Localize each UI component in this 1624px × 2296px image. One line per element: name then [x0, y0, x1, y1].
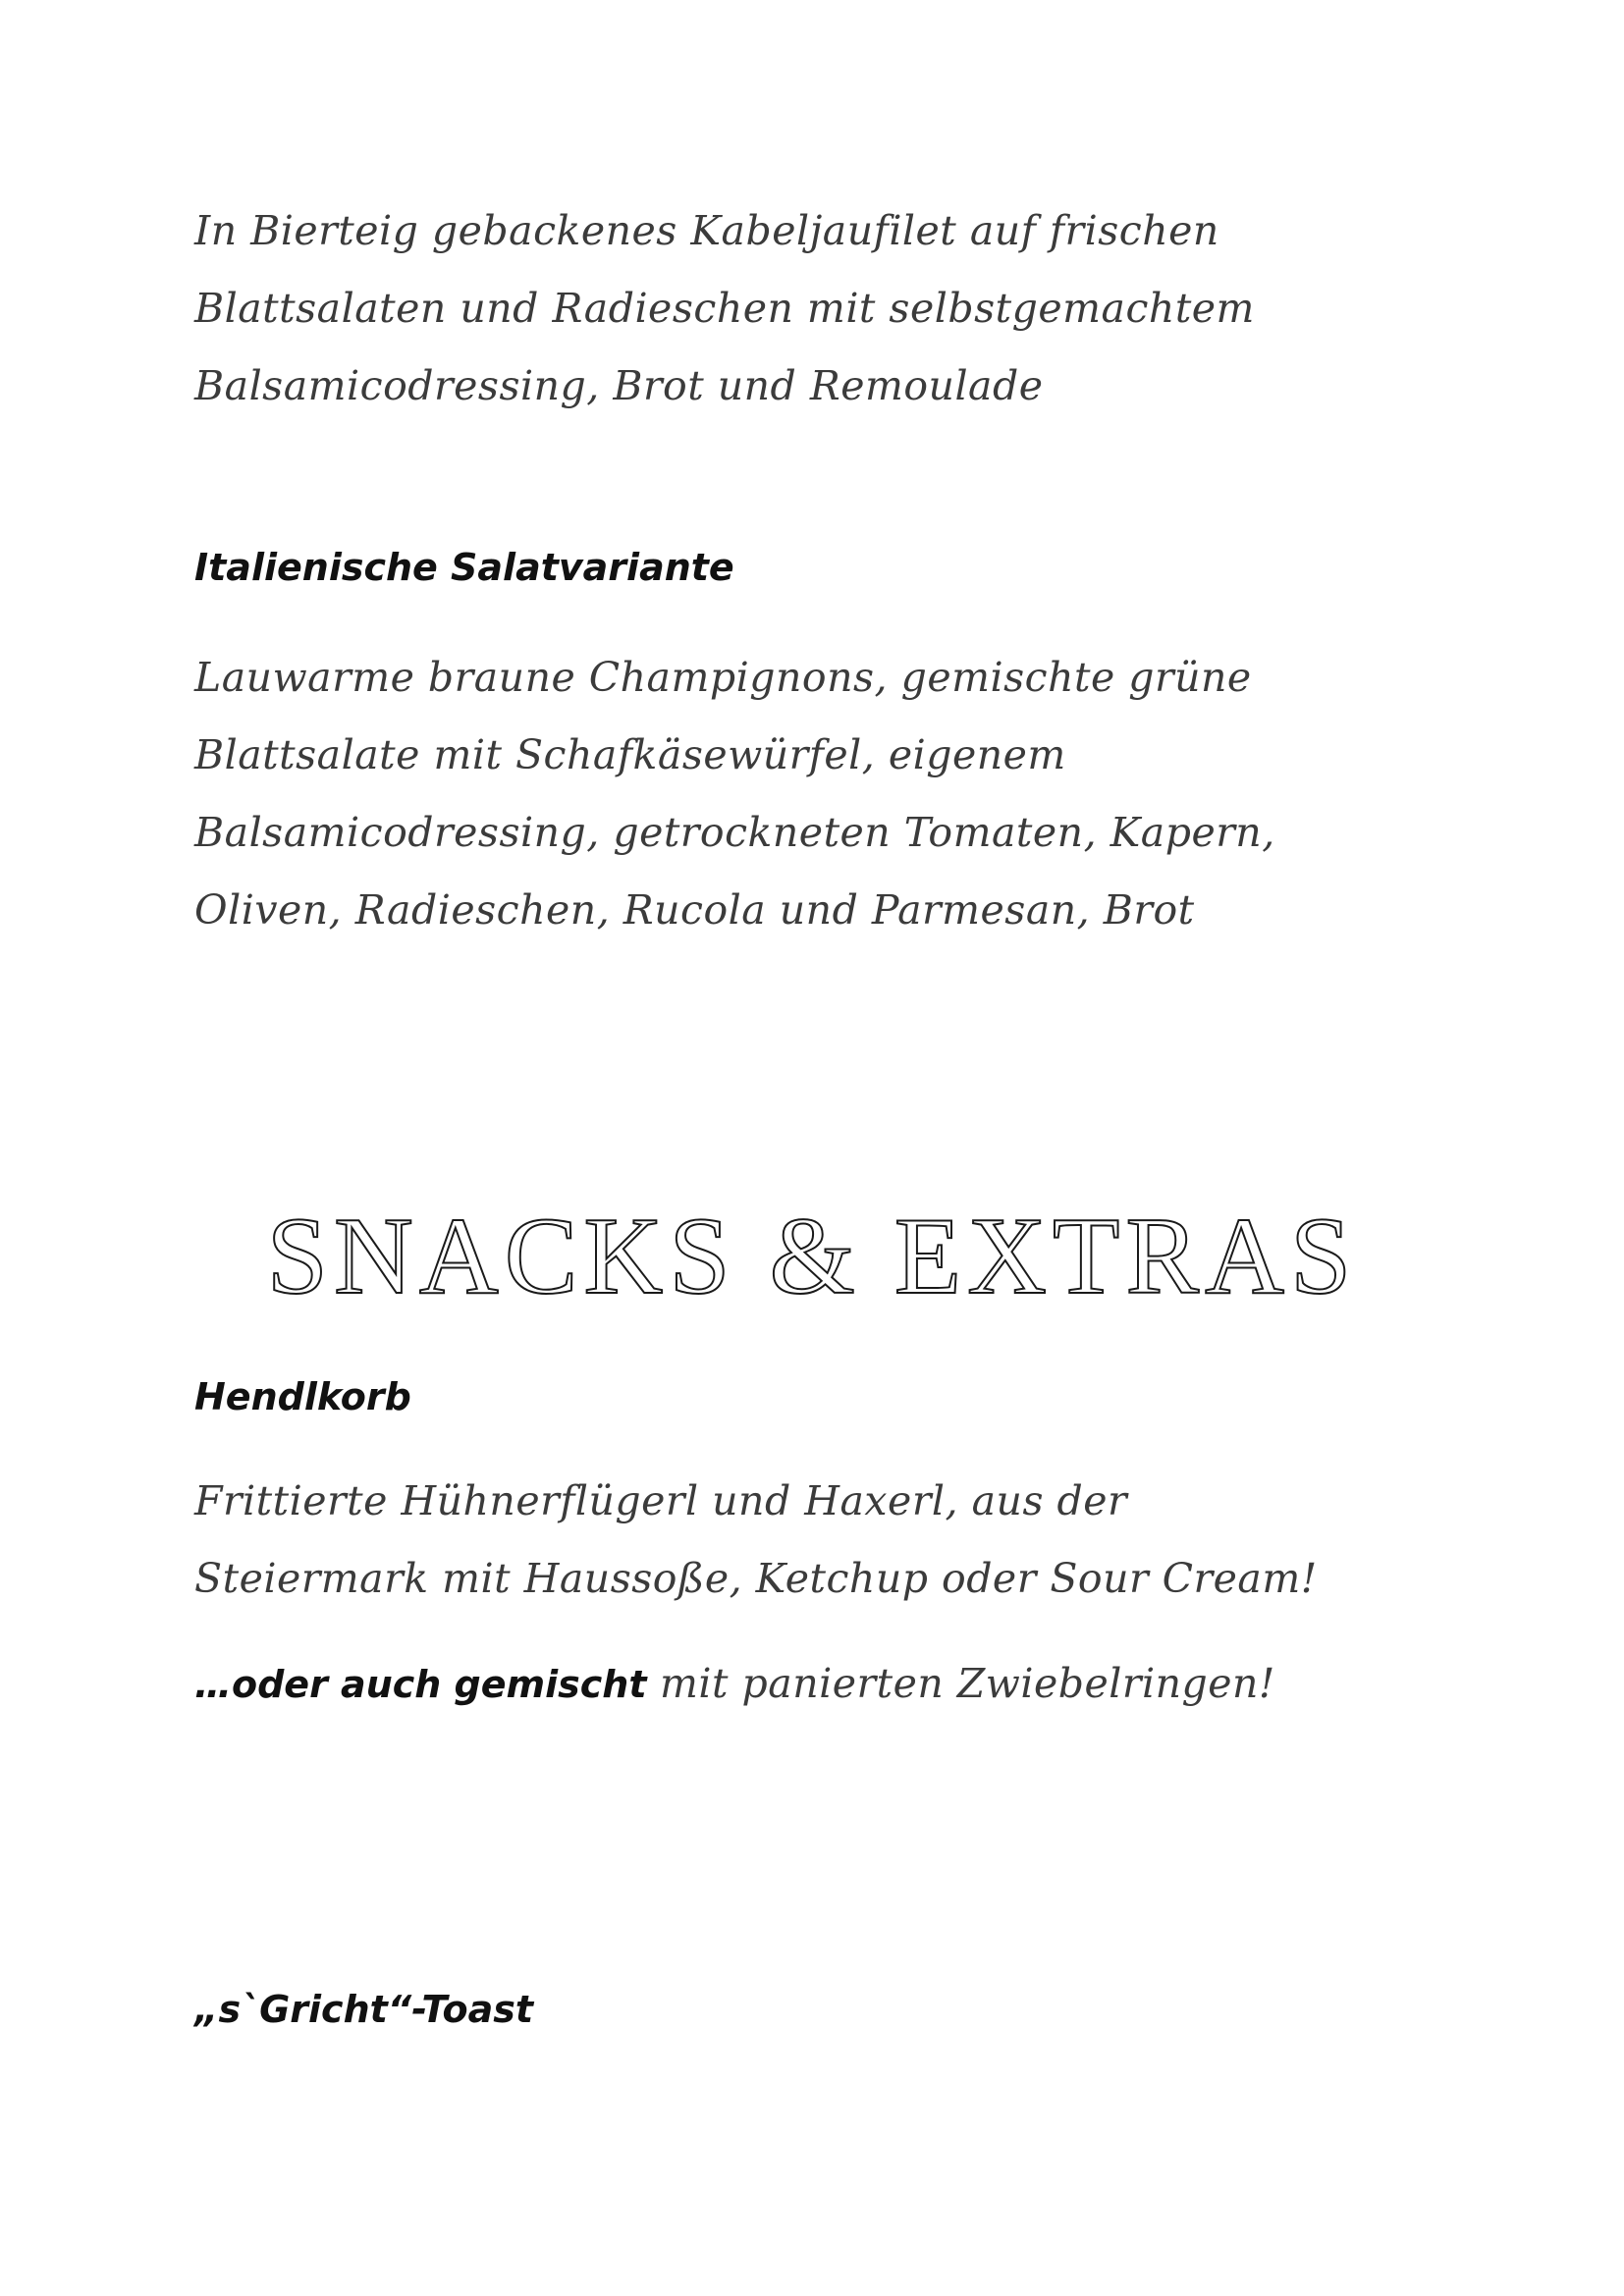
description-line: Lauwarme braune Champignons, gemischte grüne: [194, 654, 1252, 701]
hendlkorb-description: [194, 1463, 1471, 1618]
dish-title-italienische-salatvariante: Italienische Salatvariante: [194, 546, 734, 589]
hendlkorb-extra-line: [194, 1645, 1275, 1724]
extra-text: mit panierten Zwiebelringen!: [646, 1660, 1275, 1707]
description-line: Frittierte Hühnerflügerl und Haxerl, aus der: [194, 1477, 1128, 1524]
dish-title-hendlkorb: Hendlkorb: [194, 1375, 411, 1418]
extra-emphasis: …oder auch gemischt: [194, 1663, 647, 1706]
dish-title-gricht-toast: „s`Gricht“-Toast: [194, 1988, 534, 2031]
section-title: SNACKS & EXTRAS: [266, 1196, 1358, 1317]
salatvariante-description: [194, 639, 1471, 949]
description-line: Balsamicodressing, Brot und Remoulade: [194, 362, 1044, 409]
description-line: Balsamicodressing, getrockneten Tomaten, Kapern,: [194, 809, 1275, 856]
description-line: Blattsalaten und Radieschen mit selbstgemachtem: [194, 285, 1255, 332]
description-line: Blattsalate mit Schafkäsewürfel, eigenem: [194, 731, 1066, 778]
description-line: In Bierteig gebackenes Kabeljaufilet auf frischen: [194, 207, 1219, 254]
kabeljau-description: [194, 192, 1471, 425]
description-line: Steiermark mit Haussoße, Ketchup oder Sour Cream!: [194, 1555, 1318, 1602]
description-line: Oliven, Radieschen, Rucola und Parmesan, Brot: [194, 886, 1195, 934]
